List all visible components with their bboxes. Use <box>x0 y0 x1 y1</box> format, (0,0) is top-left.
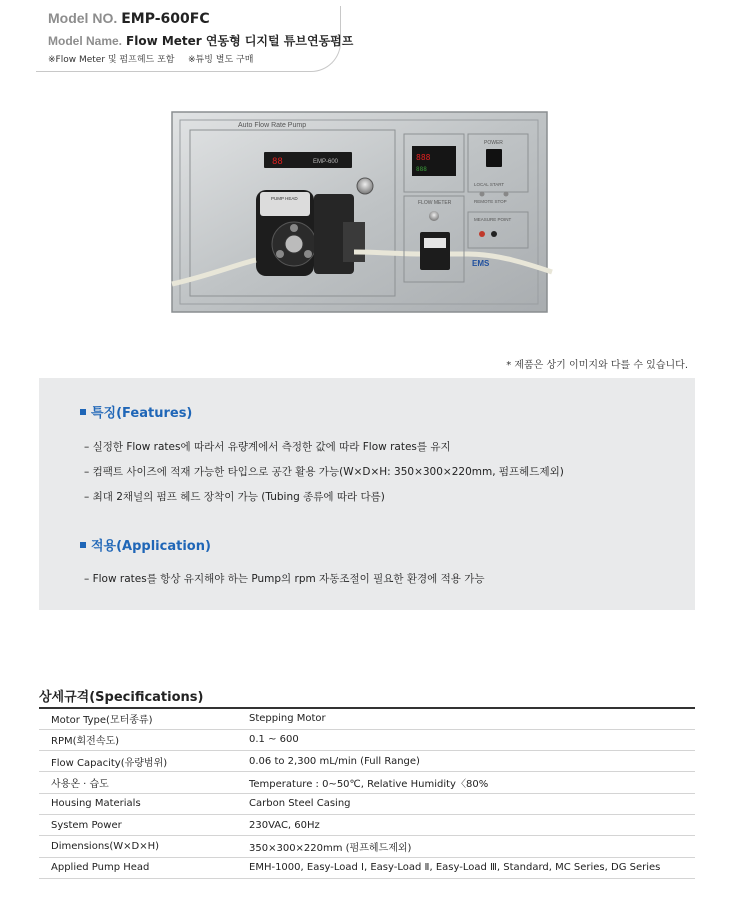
spec-value: Stepping Motor <box>235 708 695 729</box>
specs-table <box>39 707 695 879</box>
power-label: POWER <box>484 140 503 146</box>
svg-text:888: 888 <box>416 166 427 173</box>
table-row <box>39 836 695 857</box>
svg-text:88: 88 <box>272 157 283 167</box>
panel-label: Auto Flow Rate Pump <box>238 122 307 129</box>
spec-value: 0.1 ~ 600 <box>235 729 695 750</box>
model-no-line <box>48 10 210 27</box>
mode-label-2: REMOTE STOP <box>474 199 507 204</box>
measure-label: MEASURE POINT <box>474 217 512 222</box>
application-title <box>80 535 211 554</box>
model-name: Flow Meter 연동형 디지털 튜브연동펌프 <box>126 34 354 48</box>
mode-label: LOCAL START <box>474 182 505 187</box>
spec-key: Housing Materials <box>39 793 235 814</box>
specs-title: 상세규격(Specifications) <box>39 690 204 705</box>
square-bullet-icon <box>80 542 86 548</box>
table-row <box>39 751 695 772</box>
table-row <box>39 708 695 729</box>
header-note-1: ※Flow Meter 및 펌프헤드 포함 <box>48 55 175 65</box>
model-name-line <box>48 32 353 49</box>
table-row <box>39 772 695 793</box>
flow-meter-label: FLOW METER <box>418 200 452 206</box>
header-note-2: ※튜빙 별도 구매 <box>188 55 254 65</box>
table-row <box>39 793 695 814</box>
spec-key: Dimensions(W×D×H) <box>39 836 235 857</box>
spec-value: 350×300×220mm (펌프헤드제외) <box>235 836 695 857</box>
spec-value: 0.06 to 2,300 mL/min (Full Range) <box>235 751 695 772</box>
spec-key: Flow Capacity(유량범위) <box>39 751 235 772</box>
model-name-label: Model Name. <box>48 34 123 48</box>
application-item: – Flow rates를 항상 유지해야 하는 Pump의 rpm 자동조절이 필요한 환경에 적용 가능 <box>84 573 485 585</box>
head-label: PUMP HEAD <box>271 196 298 201</box>
feature-item: – 실정한 Flow rates에 따라서 유량계에서 측정한 값에 따라 Flow rates를 유지 <box>84 441 451 453</box>
spec-value: Carbon Steel Casing <box>235 793 695 814</box>
display-label: EMP-600 <box>313 159 339 165</box>
spec-value: 230VAC, 60Hz <box>235 814 695 835</box>
spec-value: Temperature : 0~50℃, Relative Humidity〈80% <box>235 772 695 793</box>
spec-value: EMH-1000, Easy-Load Ⅰ, Easy-Load Ⅱ, Easy-Load Ⅲ, Standard, MC Series, DG Series <box>235 857 695 878</box>
table-row <box>39 814 695 835</box>
features-title <box>80 402 192 421</box>
spec-key: 사용온 · 습도 <box>39 772 235 793</box>
application-title-text: 적용(Application) <box>91 539 211 554</box>
feature-item: – 컴팩트 사이즈에 적재 가능한 타입으로 공간 활용 가능(W×D×H: 350×300×220mm, 펌프헤드제외) <box>84 466 564 478</box>
svg-text:888: 888 <box>416 153 431 162</box>
product-image <box>168 104 553 324</box>
model-no: EMP-600FC <box>121 11 210 27</box>
spec-key: Applied Pump Head <box>39 857 235 878</box>
table-row <box>39 729 695 750</box>
model-no-label: Model NO. <box>48 10 118 26</box>
brand-label: EMS <box>472 259 490 268</box>
spec-key: System Power <box>39 814 235 835</box>
feature-item: – 최대 2채널의 펌프 헤드 장착이 가능 (Tubing 종류에 따라 다름) <box>84 491 385 503</box>
spec-key: Motor Type(모터종류) <box>39 708 235 729</box>
image-caption: * 제품은 상기 이미지와 다를 수 있습니다. <box>506 360 688 371</box>
spec-key: RPM(회전속도) <box>39 729 235 750</box>
square-bullet-icon <box>80 409 86 415</box>
table-row <box>39 857 695 878</box>
features-title-text: 특징(Features) <box>91 406 193 421</box>
